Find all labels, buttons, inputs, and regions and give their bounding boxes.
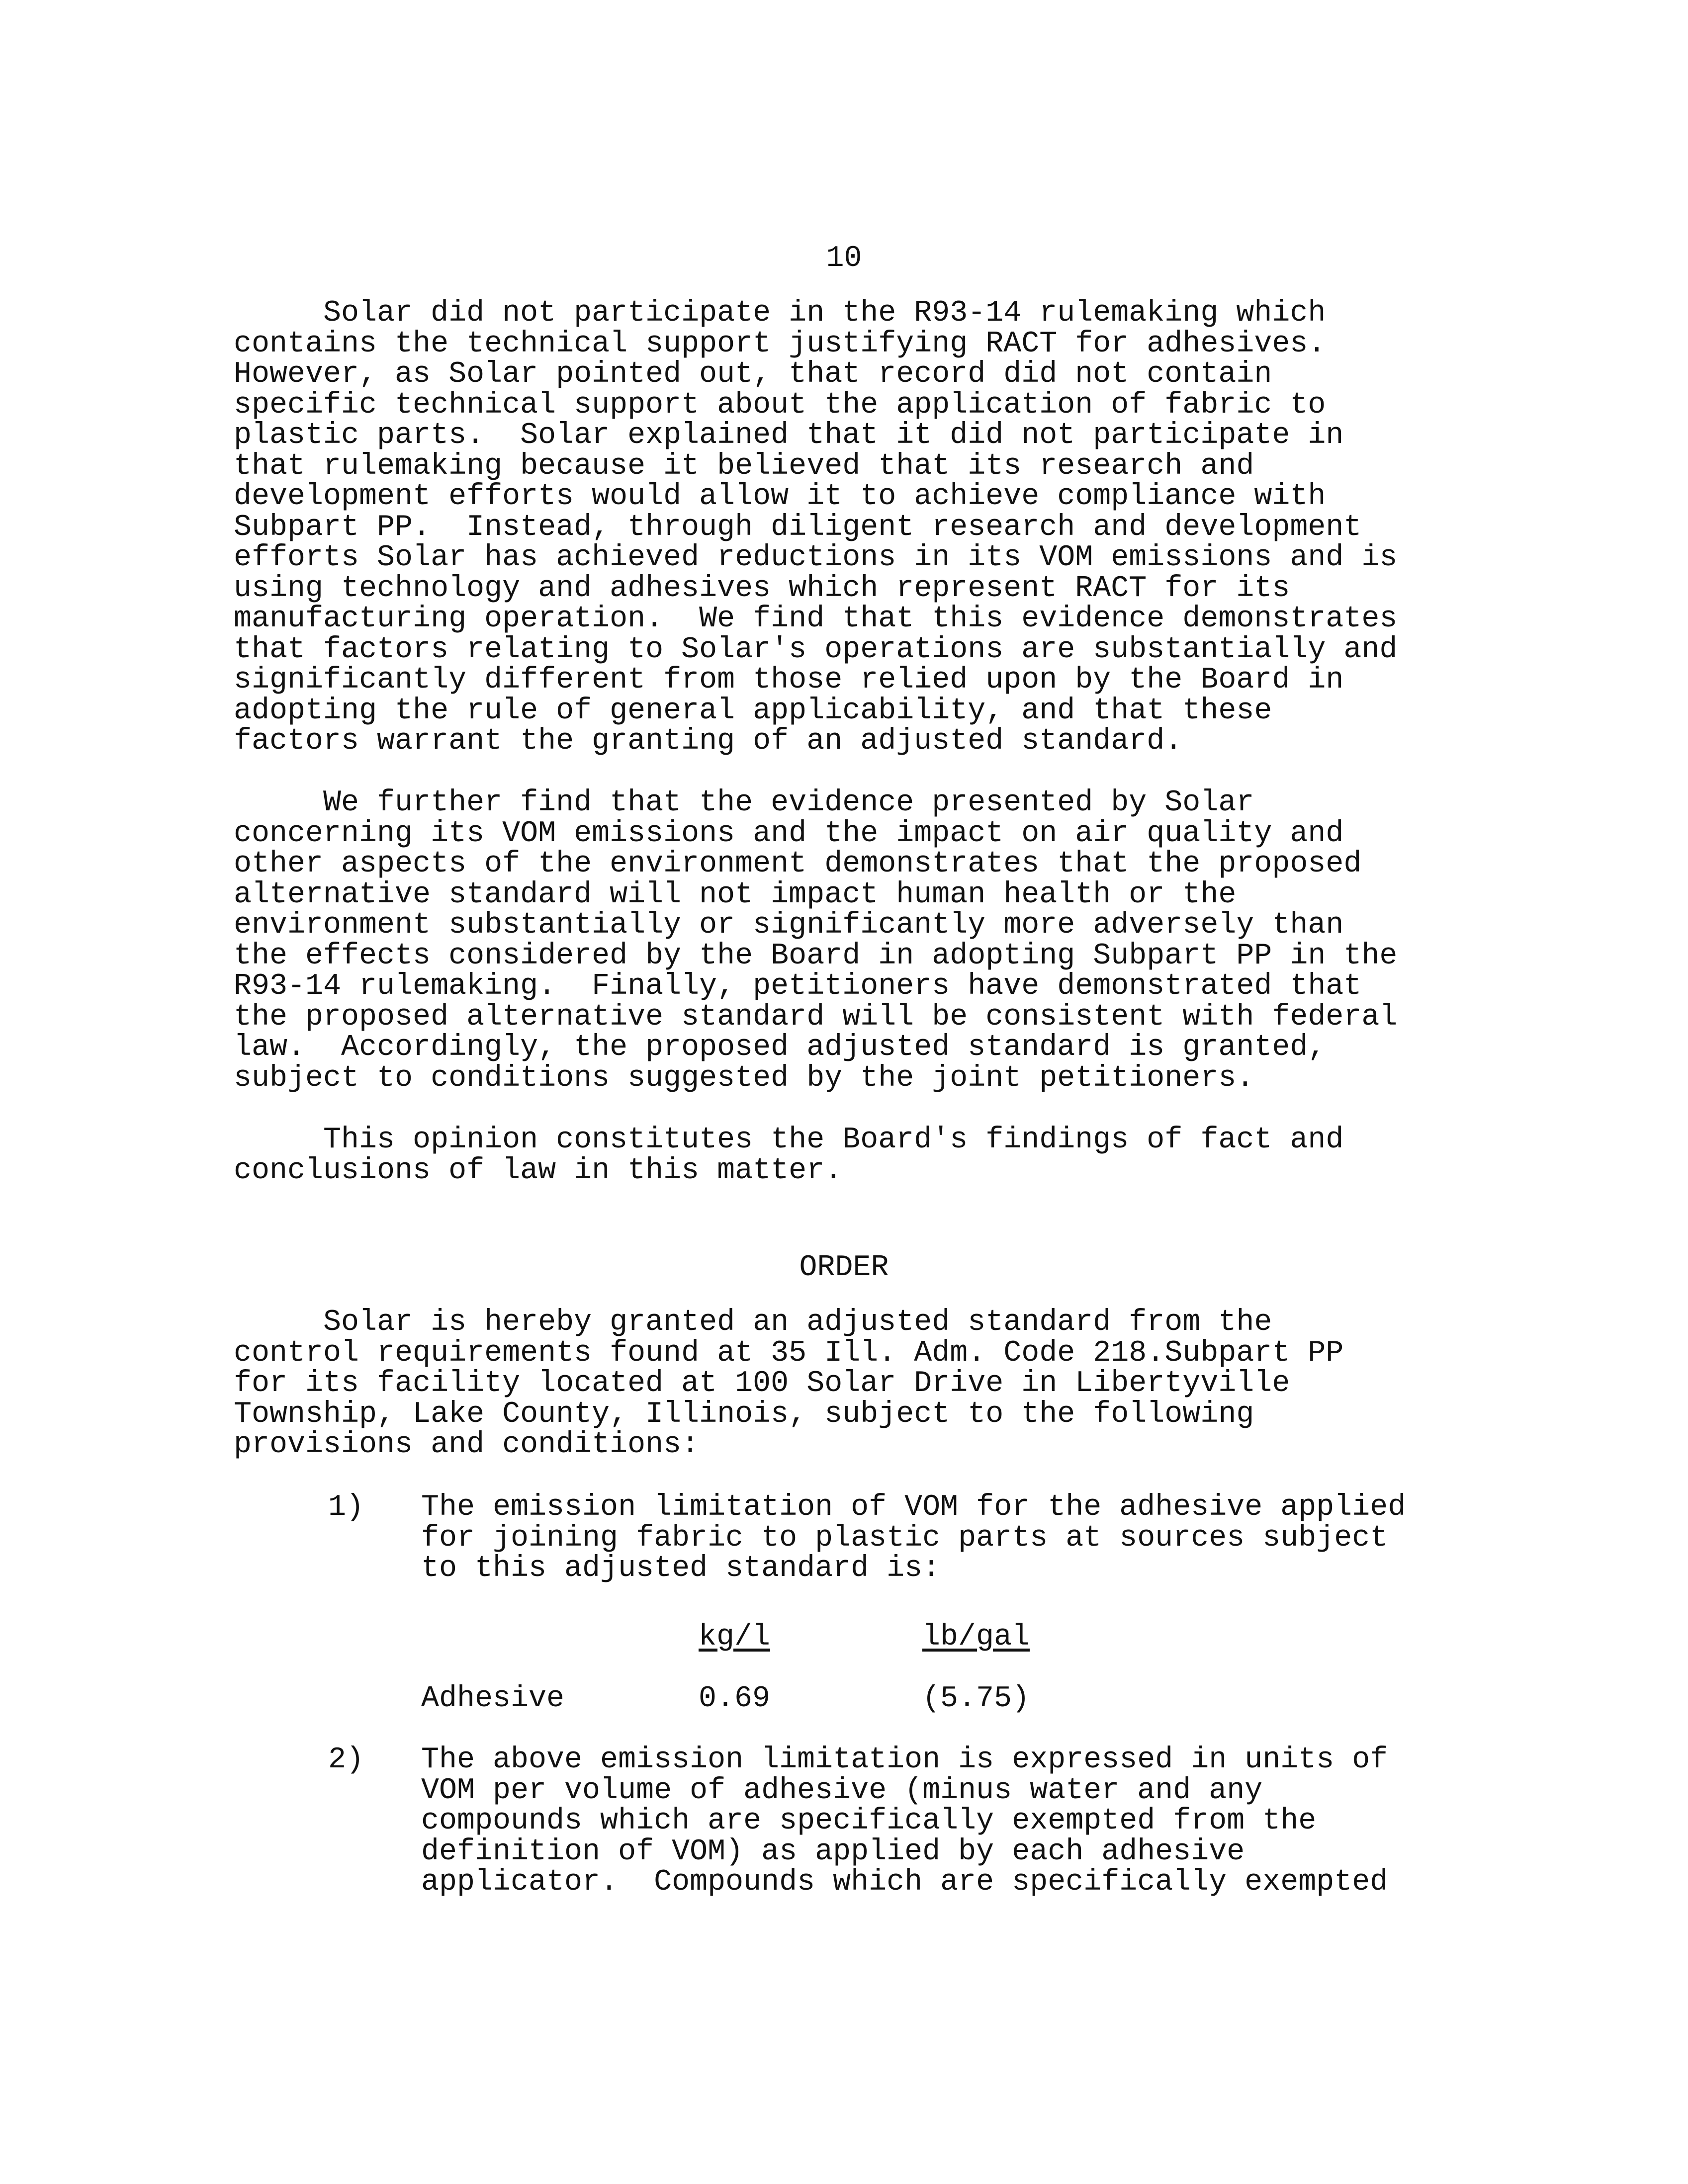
text-line: to this adjusted standard is:: [421, 1552, 941, 1585]
text-line: the effects considered by the Board in adopting Subpart PP in the: [234, 939, 1398, 973]
text-line: concerning its VOM emissions and the impact on air quality and: [234, 816, 1344, 851]
text-line: the proposed alternative standard will be consistent with federal: [234, 1000, 1398, 1034]
text-line: specific technical support about the application of fabric to: [234, 388, 1326, 422]
text-line: adopting the rule of general applicability, and that these: [234, 694, 1272, 728]
text-line: applicator. Compounds which are specifically exempted: [421, 1865, 1388, 1899]
text-line: that factors relating to Solar's operations are substantially and: [234, 632, 1398, 667]
text-line: environment substantially or significantly more adversely than: [234, 908, 1344, 942]
text-line: We further find that the evidence presented by Solar: [234, 786, 1254, 820]
text-line: VOM per volume of adhesive (minus water and any: [421, 1773, 1263, 1808]
text-line: development efforts would allow it to achieve compliance with: [234, 480, 1326, 514]
text-line: R93-14 rulemaking. Finally, petitioners have demonstrated that: [234, 969, 1362, 1003]
table-header-lb-gal: lb/gal: [922, 1620, 1030, 1654]
text-line: alternative standard will not impact human health or the: [234, 877, 1237, 912]
text-line: subject to conditions suggested by the joint petitioners.: [234, 1061, 1254, 1095]
text-line: definition of VOM) as applied by each adhesive: [421, 1835, 1245, 1869]
item-number: 2): [328, 1743, 364, 1777]
text-line: Township, Lake County, Illinois, subject to the following: [234, 1397, 1254, 1431]
table-row-label: Adhesive: [421, 1682, 565, 1716]
text-line: plastic parts. Solar explained that it did not participate in: [234, 419, 1344, 452]
text-line: law. Accordingly, the proposed adjusted standard is granted,: [234, 1031, 1326, 1064]
text-line: The emission limitation of VOM for the adhesive applied: [421, 1490, 1406, 1524]
table-cell-lb-gal: (5.75): [922, 1682, 1030, 1716]
text-line: that rulemaking because it believed that its research and: [234, 449, 1254, 483]
text-line: for its facility located at 100 Solar Drive in Libertyville: [234, 1367, 1290, 1400]
text-line: However, as Solar pointed out, that record did not contain: [234, 357, 1272, 391]
text-line: Solar did not participate in the R93-14 rulemaking which: [234, 296, 1326, 330]
table-header-kg-l: kg/l: [699, 1620, 771, 1654]
text-line: compounds which are specifically exempted from the: [421, 1804, 1317, 1838]
order-heading: ORDER: [799, 1251, 889, 1285]
paragraph-findings: [234, 298, 1482, 757]
text-line: Subpart PP. Instead, through diligent research and development: [234, 510, 1362, 544]
text-line: contains the technical support justifying RACT for adhesives.: [234, 327, 1326, 361]
text-line: for joining fabric to plastic parts at sources subject: [421, 1521, 1388, 1555]
paragraph-conclusion: [234, 1125, 1482, 1186]
text-line: control requirements found at 35 Ill. Adm. Code 218.Subpart PP: [234, 1336, 1344, 1370]
text-line: conclusions of law in this matter.: [234, 1153, 843, 1188]
text-line: This opinion constitutes the Board's findings of fact and: [234, 1123, 1344, 1157]
text-line: efforts Solar has achieved reductions in its VOM emissions and is: [234, 541, 1398, 575]
item-2-text: [421, 1745, 1495, 1898]
item-1-text: [421, 1492, 1495, 1584]
text-line: using technology and adhesives which represent RACT for its: [234, 571, 1290, 606]
text-line: Solar is hereby granted an adjusted standard from the: [234, 1306, 1272, 1339]
text-line: manufacturing operation. We find that this evidence demonstrates: [234, 602, 1398, 636]
item-number: 1): [328, 1490, 364, 1524]
paragraph-further-findings: [234, 788, 1482, 1094]
table-cell-kg-l: 0.69: [699, 1682, 771, 1716]
text-line: The above emission limitation is expressed in units of: [421, 1743, 1388, 1777]
text-line: factors warrant the granting of an adjusted standard.: [234, 724, 1183, 758]
text-line: provisions and conditions:: [234, 1428, 700, 1462]
page-number: 10: [826, 242, 862, 275]
text-line: significantly different from those relied upon by the Board in: [234, 663, 1344, 697]
text-line: other aspects of the environment demonstrates that the proposed: [234, 847, 1362, 881]
order-intro: [234, 1308, 1482, 1461]
